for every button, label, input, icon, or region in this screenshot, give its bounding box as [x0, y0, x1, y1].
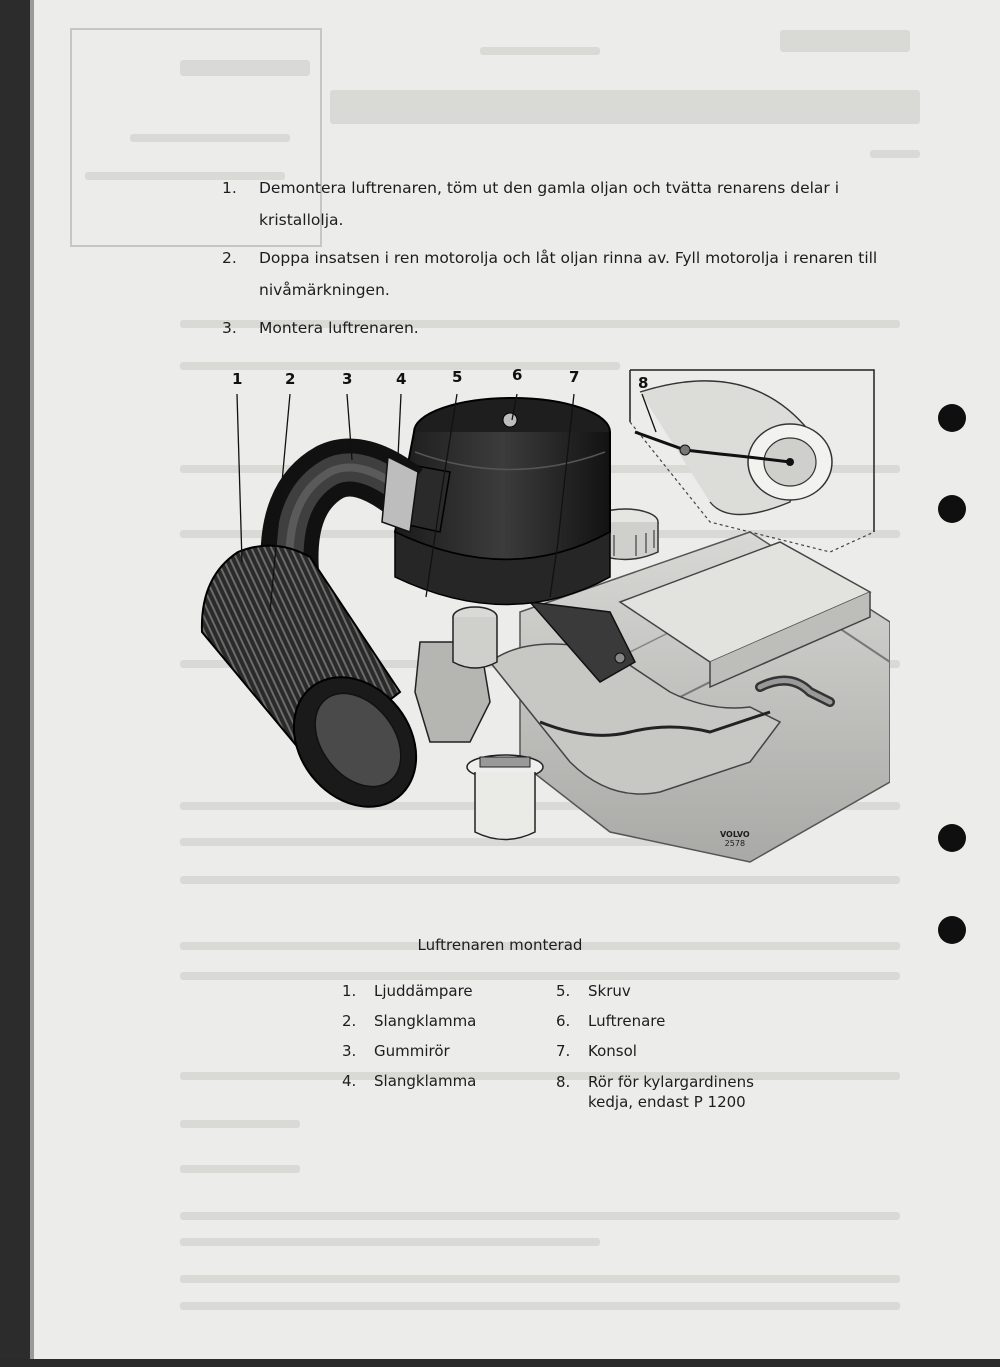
legend-number: 2. — [342, 1012, 357, 1030]
step-number: 3. — [222, 319, 237, 337]
ghost-line — [870, 150, 920, 158]
punch-hole — [938, 495, 966, 523]
legend-item — [556, 976, 788, 1006]
scan-left-edge — [0, 0, 30, 1367]
figure-stamp — [720, 830, 750, 848]
figure-caption: Luftrenaren monterad — [417, 936, 583, 954]
legend-column-1 — [342, 976, 476, 1096]
legend-number: 1. — [342, 982, 357, 1000]
ghost-line — [780, 30, 910, 52]
step-text: Doppa insatsen i ren motorolja och låt oljan rinna av. Fyll motorolja i renaren till nivåmärkningen. — [259, 249, 878, 299]
legend-label: Rör för kylargardinens kedja, endast P 1200 — [588, 1073, 754, 1111]
step-text: Demontera luftrenaren, töm ut den gamla oljan och tvätta renarens delar i kristallolja. — [259, 179, 840, 229]
callout-2: 2 — [285, 370, 296, 388]
legend-number: 8. — [556, 1073, 571, 1091]
engine-drawing — [190, 362, 890, 897]
callout-3: 3 — [342, 370, 353, 388]
punch-hole — [938, 404, 966, 432]
ghost-line — [180, 1302, 900, 1310]
legend-label: Konsol — [588, 1042, 637, 1060]
step-1 — [222, 172, 892, 236]
legend-column-2 — [556, 976, 788, 1112]
air-cleaner-illustration — [190, 362, 890, 897]
callout-4: 4 — [396, 370, 407, 388]
legend-number: 4. — [342, 1072, 357, 1090]
step-text: Montera luftrenaren. — [259, 319, 419, 337]
step-number: 1. — [222, 179, 237, 197]
legend-number: 3. — [342, 1042, 357, 1060]
instruction-steps — [222, 172, 892, 344]
legend-number: 5. — [556, 982, 571, 1000]
ghost-line — [480, 47, 600, 55]
ghost-line — [330, 90, 920, 124]
legend-label: Slangklamma — [374, 1072, 477, 1090]
callout-6: 6 — [512, 366, 523, 384]
step-number: 2. — [222, 249, 237, 267]
legend-item — [556, 1072, 788, 1112]
callout-8: 8 — [638, 374, 649, 392]
ghost-line — [130, 134, 290, 142]
stamp-brand: VOLVO — [720, 830, 750, 839]
ghost-line — [180, 1072, 900, 1080]
legend-number: 6. — [556, 1012, 571, 1030]
ghost-line — [180, 1120, 300, 1128]
ghost-line — [180, 972, 900, 980]
step-3 — [222, 312, 892, 344]
step-2 — [222, 242, 892, 306]
legend-item — [342, 1006, 476, 1036]
legend-label: Skruv — [588, 982, 631, 1000]
scan-bottom-edge — [0, 1359, 1000, 1367]
legend-number: 7. — [556, 1042, 571, 1060]
legend-label: Gummirör — [374, 1042, 450, 1060]
legend-item — [342, 1066, 476, 1096]
legend-item — [342, 1036, 476, 1066]
punch-hole — [938, 824, 966, 852]
ghost-line — [180, 1238, 600, 1246]
legend-item — [342, 976, 476, 1006]
legend-item — [556, 1006, 788, 1036]
legend-label: Slangklamma — [374, 1012, 477, 1030]
stamp-number: 2578 — [724, 839, 746, 848]
ghost-line — [180, 1165, 300, 1173]
ghost-line — [180, 1212, 900, 1220]
punch-hole — [938, 916, 966, 944]
legend-item — [556, 1036, 788, 1066]
legend-label: Ljuddämpare — [374, 982, 473, 1000]
ghost-line — [180, 60, 310, 76]
callout-1: 1 — [232, 370, 243, 388]
ghost-line — [180, 1275, 900, 1283]
callout-5: 5 — [452, 368, 463, 386]
callout-7: 7 — [569, 368, 580, 386]
legend-label: Luftrenare — [588, 1012, 666, 1030]
